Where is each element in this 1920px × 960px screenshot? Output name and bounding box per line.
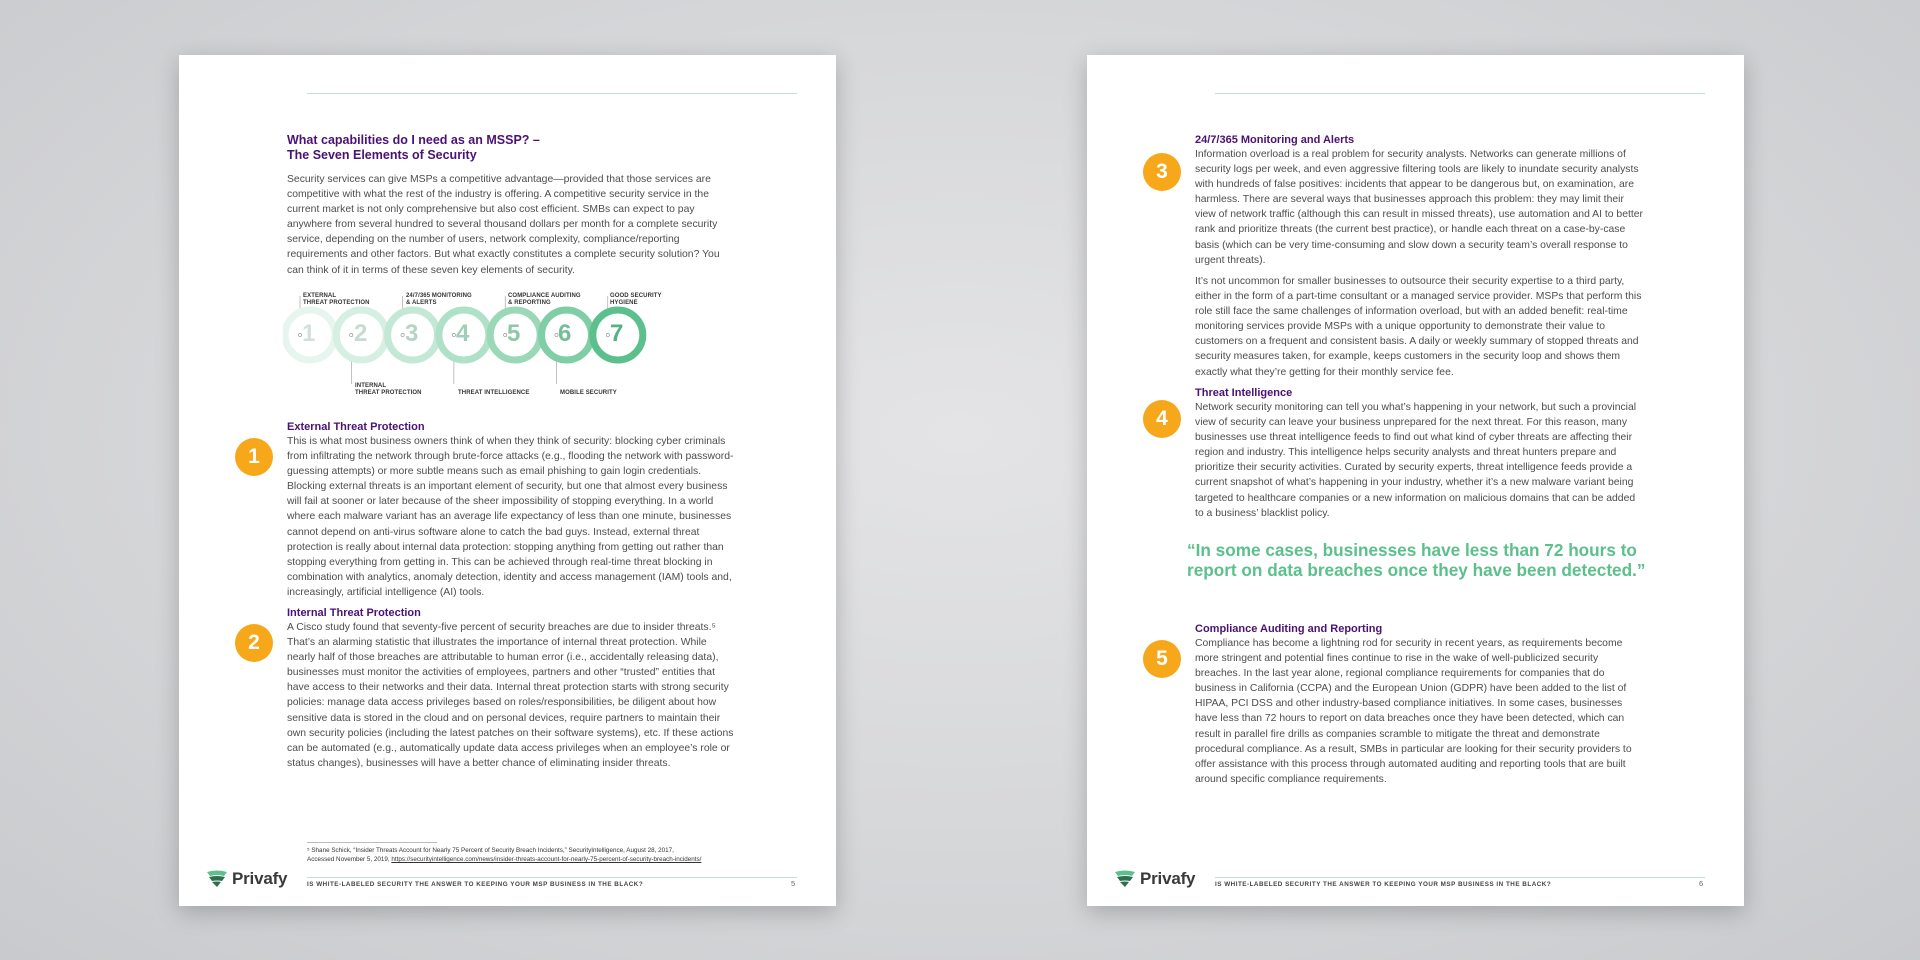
footer-title: IS WHITE-LABELED SECURITY THE ANSWER TO KEEPING YOUR MSP BUSINESS IN THE BLACK? [307,881,644,888]
section-title-compliance-auditing: Compliance Auditing and Reporting [1195,623,1383,635]
footer-title: IS WHITE-LABELED SECURITY THE ANSWER TO KEEPING YOUR MSP BUSINESS IN THE BLACK? [1215,881,1552,888]
element-label-6: MOBILE SECURITY [560,390,617,396]
logo-wordmark: Privafy [1140,869,1196,888]
element-label-7: GOOD SECURITY HYGIENE [610,293,662,306]
section-title-external-threat-protection: External Threat Protection [287,421,425,433]
section-title-threat-intelligence: Threat Intelligence [1195,387,1293,399]
page-number: 5 [791,879,796,888]
footer-rule [1215,877,1705,878]
footer-rule [307,877,797,878]
element-label-2: INTERNAL THREAT PROTECTION [355,383,422,396]
heading-line-1: What capabilities do I need as an MSSP? – [287,133,540,147]
header-rule [307,93,797,94]
element-number-1: 1 [302,320,316,347]
heading-line-2: The Seven Elements of Security [287,148,477,162]
section-body-threat-intelligence: Network security monitoring can tell you what’s happening in your network, but such a provincial view of security can leave your business unprepared for the next threat. For this reason, many businesses use threat intelligence feeds to find out what kind of cyber threats are affecting their region and industry. This intelligence helps security analysts and threat hunters prepare and prioritize their security activities. Curated by security experts, threat intelligence feeds provide a current snapshot of what’s happening in your industry, whether it’s a new malware variant being targeted to healthcare companies or a new information on malicious domains that can be added to a business’ blacklist policy. [1195,402,1637,519]
element-dot-3 [401,333,404,336]
page-number: 6 [1699,879,1704,888]
footnote-accessed: Accessed November 5, 2019, [307,856,390,863]
element-label-1: EXTERNAL THREAT PROTECTION [303,293,370,306]
section-title-monitoring-alerts: 24/7/365 Monitoring and Alerts [1195,134,1355,146]
element-number-4: 4 [456,320,470,347]
element-dot-2 [350,333,353,336]
section-body-internal-threat-protection: A Cisco study found that seventy-five percent of security breaches are due to insider threats.⁵ That’s an alarming statistic that illustrates the importance of internal threat protection. While nearly half of those breaches are attributable to human error (i.e., accidentally releasing data), businesses must monitor the activities of employees, partners and other “trusted” entities that have access to their networks and their data. Internal threat protection starts with strong security policies: manage data access privileges based on roles/responsibilities, be diligent about how sensitive data is stored in the cloud and on personal devices, require partners to maintain their own security policies (including the latest patches on their software systems), etc. If these actions can be automated (e.g., automatically update data access privileges when an employee’s role or status changes), businesses will have a better chance of eliminating insider threats. [287,622,734,769]
element-number-3: 3 [405,320,419,347]
section-body-monitoring-alerts-2: It’s not uncommon for smaller businesses to outsource their security expertise to a third party, either in the form of a part-time consultant or a managed service provider. MSPs that perform this role still face the same challenges of information overload, but with an added benefit: real-time monitoring services provide MSPs with a unique opportunity to demonstrate their value to customers on a frequent and consistent basis. A daily or weekly summary of stopped threats and security measures taken, for example, keeps customers in the security loop and shows them exactly what they’re getting for their monthly service fee. [1195,276,1642,378]
footnote-rule [307,842,437,843]
footnote [307,842,787,864]
section-badge-5: 5 [1143,640,1181,678]
privafy-logo [205,869,287,889]
section-badge-4: 4 [1143,400,1181,438]
footnote-link[interactable]: https://securityintelligence.com/news/insider-threats-account-for-nearly-75-percent-of-security-breach-incidents/ [391,856,702,863]
seven-elements-diagram [283,288,663,398]
document-page-5 [179,55,836,906]
element-label-3: 24/7/365 MONITORING & ALERTS [406,293,472,306]
section-badge-3: 3 [1143,153,1181,191]
shield-logo-icon [205,870,229,888]
privafy-logo [1113,869,1195,889]
element-number-6: 6 [558,320,572,347]
element-number-5: 5 [507,320,521,347]
header-rule [1215,93,1705,94]
section-badge-2: 2 [235,624,273,662]
shield-logo-icon [1113,870,1137,888]
document-page-6 [1087,55,1744,906]
section-badge-1: 1 [235,438,273,476]
element-number-2: 2 [354,320,368,347]
section-title-internal-threat-protection: Internal Threat Protection [287,607,421,619]
intro-paragraph: Security services can give MSPs a competitive advantage—provided that those services are competitive with what the rest of the industry is offering. A competitive security service in the current market is not only comprehensive but also cost efficient. SMBs can expect to pay anywhere from several hundred to several thousand dollars per month for a complete security service, depending on the number of users, network complexity, compliance/reporting requirements and other factors. But what exactly constitutes a complete security solution? You can think of it in terms of these seven key elements of security. [287,174,720,276]
logo-wordmark: Privafy [232,869,288,888]
section-body-monitoring-alerts: Information overload is a real problem for security analysts. Networks can generate millions of security logs per week, and even aggressive filtering tools are likely to inundate security analysts with hundreds of false positives: incidents that appear to be dangerous but, on examination, are harmless. There are several ways that businesses approach this problem: they may limit their view of network traffic (although this can result in missed threats), use automation and AI to better rank and prioritize threats (the current best practice), or handle each threat on a case-by-case basis (which can be very time-consuming and slow down a security team’s overall response to urgent threats). [1195,149,1643,266]
pull-quote: “In some cases, businesses have less than 72 hours to report on data breaches once they have been detected.” [1187,540,1646,580]
section-body-compliance-auditing: Compliance has become a lightning rod for security in recent years, as requirements become more stringent and potential fines continue to rise in the wake of well-publicized security breaches. In the last year alone, regional compliance requirements for companies that do business in California (CCPA) and the European Union (GDPR) have been added to the list of HIPAA, PCI DSS and other industry-based compliance initiatives. In some cases, businesses have less than 72 hours to report on data breaches once they have been detected, which can result in parallel fire drills as companies scramble to mitigate the threat and demonstrate procedural compliance. As a result, SMBs in particular are looking for their security providers to offer assistance with this process through automated auditing and reporting tools that are built around specific compliance requirements. [1195,638,1632,785]
element-number-7: 7 [610,320,624,347]
element-label-5: COMPLIANCE AUDITING & REPORTING [508,293,581,306]
footnote-text: ⁵ Shane Schick, “Insider Threats Account for Nearly 75 Percent of Security Breach Incidents,” SecurityIntelligence, August 28, 2017, [307,847,674,854]
page-heading [287,133,540,163]
element-label-4: THREAT INTELLIGENCE [458,390,530,396]
element-dot-7 [606,333,609,336]
section-body-external-threat-protection: This is what most business owners think of when they think of security: blocking cyber criminals from infiltrating the network through brute-force attacks (e.g., flooding the network with password-guessing attempts) or more subtle means such as email phishing to gain login credentials. Blocking external threats is an important element of security, but one that almost every business will fail at sooner or later because of the sheer impossibility of stopping everything. In a world where each malware variant has an average life expectancy of less than one minute, businesses cannot depend on anti-virus software alone to catch the bad guys. Instead, external threat protection is really about internal data protection: stopping anything from getting out rather than stopping everything from getting in. This can be achieved through real-time threat blocking in combination with analytics, anomaly detection, identity and access management (IAM) tools and, increasingly, artificial intelligence (AI) tools. [287,436,734,598]
